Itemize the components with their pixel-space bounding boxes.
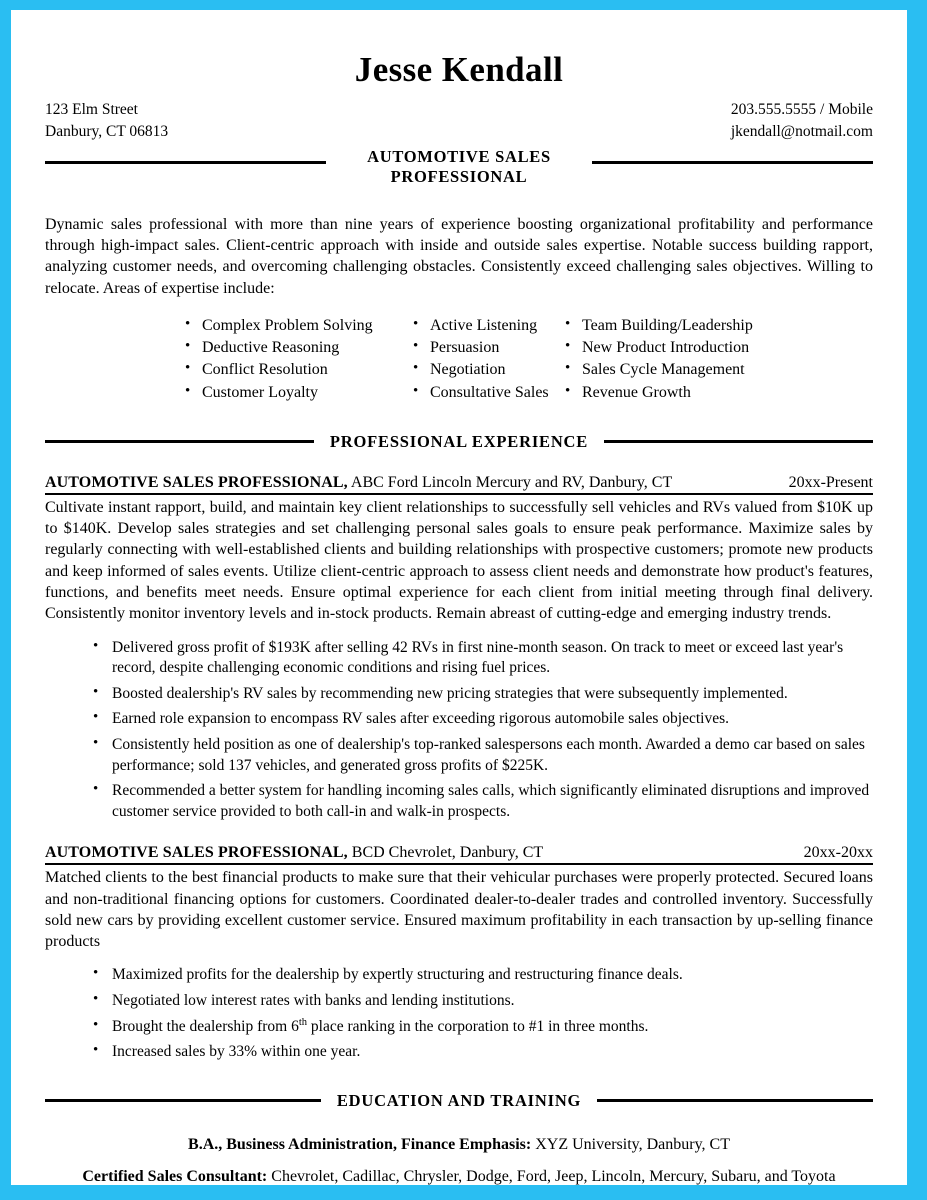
- job-header: [45, 844, 873, 865]
- section-title: PROFESSIONAL EXPERIENCE: [329, 431, 589, 451]
- headline-rule-left: [45, 161, 326, 164]
- education-degree-label: B.A., Business Administration, Finance Emphasis:: [188, 1135, 532, 1153]
- list-item: • Delivered gross profit of $193K after selling 42 RVs in first nine-month season. On track to meet or exceed last year's record, despite challenging economic conditions and rising fuel prices.: [93, 638, 873, 679]
- skills-column-2: [413, 315, 565, 404]
- headline-line-1: AUTOMOTIVE SALES: [367, 147, 551, 166]
- summary-paragraph: Dynamic sales professional with more than nine years of experience boosting organizational profitability and performance through high-impact sales. Client-centric approach with inside and outside sales expertise. Notable success building rapport, analyzing customer needs, and overcoming challenging obstacles. Consistently exceed challenging sales objectives. Willing to relocate. Areas of expertise include:: [45, 215, 873, 297]
- resume-sheet: [11, 10, 907, 1185]
- address-line-2: Danbury, CT 06813: [45, 123, 169, 140]
- skills-column-3: [565, 315, 753, 404]
- skill-item: • Revenue Growth: [565, 382, 753, 404]
- skill-item: • Sales Cycle Management: [565, 359, 753, 381]
- list-item: • Maximized profits for the dealership by expertly structuring and restructuring finance deals.: [93, 965, 873, 986]
- section-rule-right: [597, 1099, 873, 1102]
- bullet-text-before: Brought the dealership from 6: [112, 1017, 299, 1035]
- ordinal-suffix: th: [298, 1016, 308, 1028]
- skill-item: • Persuasion: [413, 337, 565, 359]
- certification-label: Certified Sales Consultant:: [82, 1168, 268, 1186]
- education-certification-line: [45, 1167, 873, 1186]
- skill-item: • Team Building/Leadership: [565, 315, 753, 337]
- education-degree-line: [45, 1135, 873, 1154]
- address-block: [45, 99, 168, 143]
- skill-item: • Negotiation: [413, 359, 565, 381]
- email-text: jkendall@notmail.com: [730, 123, 873, 140]
- headline-band: [45, 147, 873, 188]
- skill-item: • New Product Introduction: [565, 337, 753, 359]
- headline-rule-right: [592, 161, 873, 164]
- job-title: AUTOMOTIVE SALES PROFESSIONAL,: [45, 473, 348, 491]
- headline-line-2: PROFESSIONAL: [390, 167, 528, 187]
- address-line-1: 123 Elm Street: [45, 101, 138, 118]
- job-company: ABC Ford Lincoln Mercury and RV, Danbury, CT: [347, 473, 673, 491]
- contact-row: [45, 99, 873, 143]
- list-item: • Earned role expansion to encompass RV sales after exceeding rigorous automobile sales objectives.: [93, 709, 873, 730]
- list-item: [93, 1017, 873, 1038]
- skill-item: • Deductive Reasoning: [185, 337, 413, 359]
- skills-column-1: [185, 315, 413, 404]
- list-item: • Consistently held position as one of dealership's top-ranked salespersons each month. Awarded a demo car based on sales performance; sold 137 vehicles, and generated gross profits of $225K.: [93, 735, 873, 776]
- job-dates: 20xx-Present: [788, 473, 873, 491]
- list-item: • Boosted dealership's RV sales by recommending new pricing strategies that were subsequently implemented.: [93, 684, 873, 705]
- section-rule-left: [45, 440, 314, 443]
- section-header-education: [45, 1091, 873, 1111]
- education-block: [45, 1135, 873, 1186]
- skill-item: • Complex Problem Solving: [185, 315, 413, 337]
- section-title: EDUCATION AND TRAINING: [336, 1090, 582, 1110]
- skill-item: • Conflict Resolution: [185, 359, 413, 381]
- job-achievements: [45, 638, 873, 823]
- job-description: Matched clients to the best financial products to make sure that their vehicular purchases were properly protected. Secured loans and non-traditional financing options for customers. Coordinated dealer-to-dealer trades and controlled inventory. Successfully sold new cars by providing excellent customer service. Ensured maximum profitability in each transaction by up-selling finance products: [45, 869, 873, 951]
- list-item: • Negotiated low interest rates with banks and lending institutions.: [93, 991, 873, 1012]
- job-company: BCD Chevrolet, Danbury, CT: [347, 844, 544, 862]
- job-entry: [45, 844, 873, 1063]
- skills-columns: [45, 315, 873, 404]
- job-title-line: [45, 844, 543, 862]
- section-header-experience: [45, 432, 873, 452]
- certification-detail: Chevrolet, Cadillac, Chrysler, Dodge, Ford, Jeep, Lincoln, Mercury, Subaru, and Toyota: [267, 1168, 836, 1186]
- skill-item: • Customer Loyalty: [185, 382, 413, 404]
- job-header: [45, 474, 873, 495]
- skill-item: • Active Listening: [413, 315, 565, 337]
- page-title: Jesse Kendall: [354, 50, 564, 89]
- job-title-line: [45, 474, 672, 492]
- job-dates: 20xx-20xx: [803, 844, 873, 862]
- list-item: • Recommended a better system for handling incoming sales calls, which significantly eliminated disruptions and improved customer service provided to both call-in and walk-in prospects.: [93, 781, 873, 822]
- job-description: Cultivate instant rapport, build, and maintain key client relationships to successfully sell vehicles and RVs valued from $10K up to $140K. Develop sales strategies and set challenging personal sales goals to ensure peak performance. Maximize sales by regularly connecting with well-established clients and building relationships with prospective customers; promote new products and keep informed of sales events. Utilize client-centric approach to assess client needs and demonstrate how product's features, functions, and benefits meet needs. Ensure optimal experience for each client from initial meeting through final delivery. Consistently monitor inventory levels and in-stock products. Remain abreast of cutting-edge and emerging industry trends.: [45, 498, 873, 623]
- phone-text: 203.555.5555 / Mobile: [730, 101, 873, 118]
- section-rule-left: [45, 1099, 321, 1102]
- job-title: AUTOMOTIVE SALES PROFESSIONAL,: [45, 844, 348, 862]
- skill-item: • Consultative Sales: [413, 382, 565, 404]
- job-achievements: [45, 965, 873, 1062]
- education-degree-detail: XYZ University, Danbury, CT: [531, 1135, 730, 1153]
- bullet-text-after: place ranking in the corporation to #1 in three months.: [307, 1017, 649, 1035]
- contact-block: [731, 99, 873, 143]
- list-item: • Increased sales by 33% within one year.: [93, 1042, 873, 1063]
- headline-title: [326, 147, 592, 188]
- section-rule-right: [604, 440, 873, 443]
- job-entry: [45, 474, 873, 822]
